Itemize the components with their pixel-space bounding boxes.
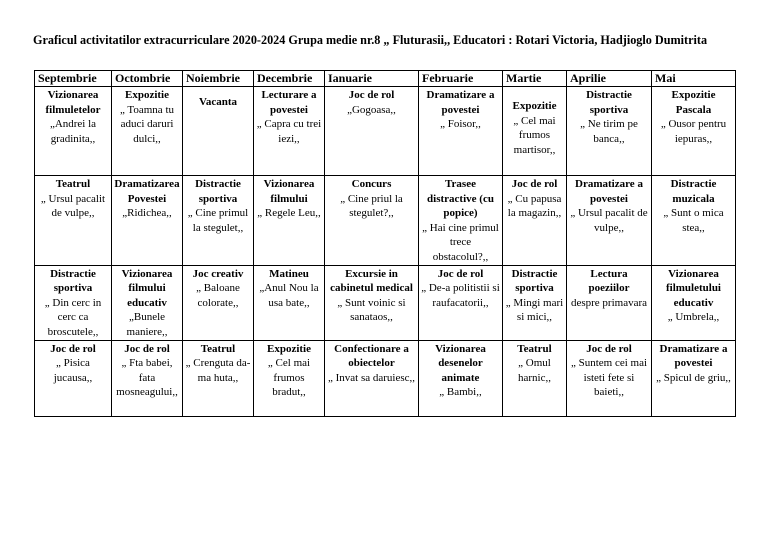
activity-detail: „ Spicul de griu,, [656,371,731,384]
activity-cell [567,87,652,176]
month-header: Mai [652,71,736,87]
activity-cell [419,265,503,340]
activity-cell [325,176,419,266]
month-header: Noiembrie [183,71,254,87]
activity-detail: „ Cel mai frumos bradut,, [267,357,311,399]
month-header: Aprilie [567,71,652,87]
activity-cell [503,340,567,416]
activity-detail: „Anul Nou la usa bate,, [259,282,319,309]
activity-cell [254,340,325,416]
month-header: Decembrie [254,71,325,87]
activity-detail: „ Ousor pentru iepuras,, [660,118,727,145]
activity-detail: „ Ursul pacalit de vulpe,, [570,207,648,234]
activity-cell [35,176,112,266]
document-title: Graficul activitatilor extracurriculare 2020-2024 Grupa medie nr.8 „ Fluturasii,, Educatori : Rotari Victoria, Hadjioglo Dumitrita [33,33,708,47]
activity-name: Expozitie [512,100,557,112]
activity-detail: „ Capra cu trei iezi,, [256,118,322,145]
activity-cell [254,87,325,176]
activity-name: Concurs [351,178,392,190]
activity-name: Expozitie [267,342,311,355]
activity-name: Confectionare a obiectelor [334,342,409,370]
activity-name: Matineu [269,267,309,280]
activity-name: Vizionarea desenelor animate [435,342,486,384]
activity-cell [112,340,183,416]
activity-name: Vizionarea filmuletului educativ [665,267,721,309]
activity-detail: „ Mingi mari si mici,, [505,296,564,324]
activity-detail: „ Hai cine primul trece obstacolul?,, [422,221,499,263]
activity-name: Trasee distractive (cu popice) [427,178,494,220]
activity-detail: „ Toamna tu aduci daruri dulci,, [119,103,174,145]
activity-name: Joc de rol [348,89,395,101]
activity-detail: „ Bambi,, [439,386,482,399]
activity-name: Joc de rol [50,342,96,355]
activity-name: Vizionarea filmului [263,178,315,205]
activity-cell [183,265,254,340]
activity-name: Distractie sportiva [50,267,96,295]
activity-name: Expozitie Pascala [671,89,716,116]
month-header: Martie [503,71,567,87]
table-row [35,87,736,176]
activity-detail: „ Fta babei, fata mosneagului,, [116,357,178,399]
activity-detail: „ Sunt o mica stea,, [663,207,724,234]
activity-cell [254,265,325,340]
activity-name: Lectura poeziilor [588,267,630,295]
activity-cell [183,87,254,176]
month-header: Septembrie [35,71,112,87]
activity-cell [254,176,325,266]
activity-name: Dramatizarea Povestei [114,178,180,205]
activity-cell [567,176,652,266]
activity-name: Joc de rol [586,342,632,355]
activity-name: Teatrul [200,342,236,355]
activity-name: Dramatizare a povestei [426,89,495,116]
activity-detail: „ Ursul pacalit de vulpe,, [40,192,106,220]
activity-detail: „ Din cerc in cerc ca broscutele,, [44,296,102,338]
activity-detail: „ Pisica jucausa,, [53,357,93,384]
activities-schedule-table [34,70,736,417]
activity-detail: „ Ne tirim pe banca,, [580,118,638,145]
activity-detail: „ Baloane colorate,, [196,282,240,309]
activity-cell [652,340,736,416]
activity-name: Distractie sportiva [195,178,241,205]
activity-cell [183,176,254,266]
activity-name: Vizionarea filmului educativ [121,267,173,309]
activity-detail: „ Cel mai frumos martisor,, [513,114,556,156]
activity-cell [652,87,736,176]
activity-cell [652,176,736,266]
activity-cell [503,176,567,266]
activity-detail: „ Foisor,, [440,118,481,131]
activity-detail: „ Umbrela,, [667,311,720,324]
activity-name: Dramatizare a povestei [575,178,643,205]
activity-cell [112,176,183,266]
activity-detail: „ Cine primul la stegulet,, [187,207,249,234]
activity-name: Lecturare a povestei [261,89,317,116]
activity-name: Teatrul [55,178,91,190]
activity-cell [35,340,112,416]
activity-cell [325,87,419,176]
month-header: Octombrie [112,71,183,87]
activity-detail: „ Crenguta da-ma huta,, [185,357,251,384]
activity-cell [183,340,254,416]
activity-name: Excursie in cabinetul medical [330,267,413,295]
activity-name: Joc de rol [511,178,558,190]
table-row [35,176,736,266]
table-row [35,265,736,340]
activity-cell [503,265,567,340]
activity-name: Vizionarea filmuletelor [45,89,101,116]
activity-name: Vacanta [198,96,238,108]
activity-detail: „Bunele maniere,, [126,311,168,338]
activity-cell [503,87,567,176]
activity-name: Joc de rol [124,342,170,355]
activity-name: Distractie sportiva [586,89,632,116]
table-row [35,340,736,416]
header-row [35,71,736,87]
activity-cell [652,265,736,340]
month-header: Ianuarie [325,71,419,87]
activity-cell [325,265,419,340]
activity-detail: despre primavara [570,296,648,309]
activity-detail: „Gogoasa,, [347,103,396,116]
activity-cell [419,176,503,266]
activity-detail: „ Suntem cei mai isteti fete si baieti,, [570,357,648,399]
activity-name: Teatrul [517,342,552,355]
activity-cell [112,87,183,176]
activity-detail: „ Invat sa daruiesc,, [327,371,416,384]
activity-cell [35,265,112,340]
activity-cell [325,340,419,416]
activity-name: Dramatizare a povestei [659,342,728,370]
activity-cell [567,340,652,416]
activity-name: Distractie sportiva [511,267,558,295]
activity-cell [567,265,652,340]
activity-name: Distractie muzicala [670,178,717,205]
activity-detail: „Andrei la gradinita,, [49,118,97,145]
activity-cell [35,87,112,176]
activity-detail: „ Omul harnic,, [518,357,551,384]
activity-cell [112,265,183,340]
activity-cell [419,340,503,416]
activity-detail: „Ridichea,, [122,207,172,220]
activity-cell [419,87,503,176]
activity-detail: „ Sunt voinic si sanataos,, [337,296,406,324]
activity-name: Joc creativ [192,267,244,280]
activity-detail: „ Regele Leu,, [257,207,321,220]
activity-name: Joc de rol [437,267,484,280]
month-header: Februarie [419,71,503,87]
activity-detail: „ Cu papusa la magazin,, [507,192,562,220]
activity-detail: „ Cine priul la stegulet?,, [340,192,403,220]
activity-name: Expozitie [125,89,169,101]
activity-detail: „ De-a politistii si raufacatorii,, [421,282,500,309]
